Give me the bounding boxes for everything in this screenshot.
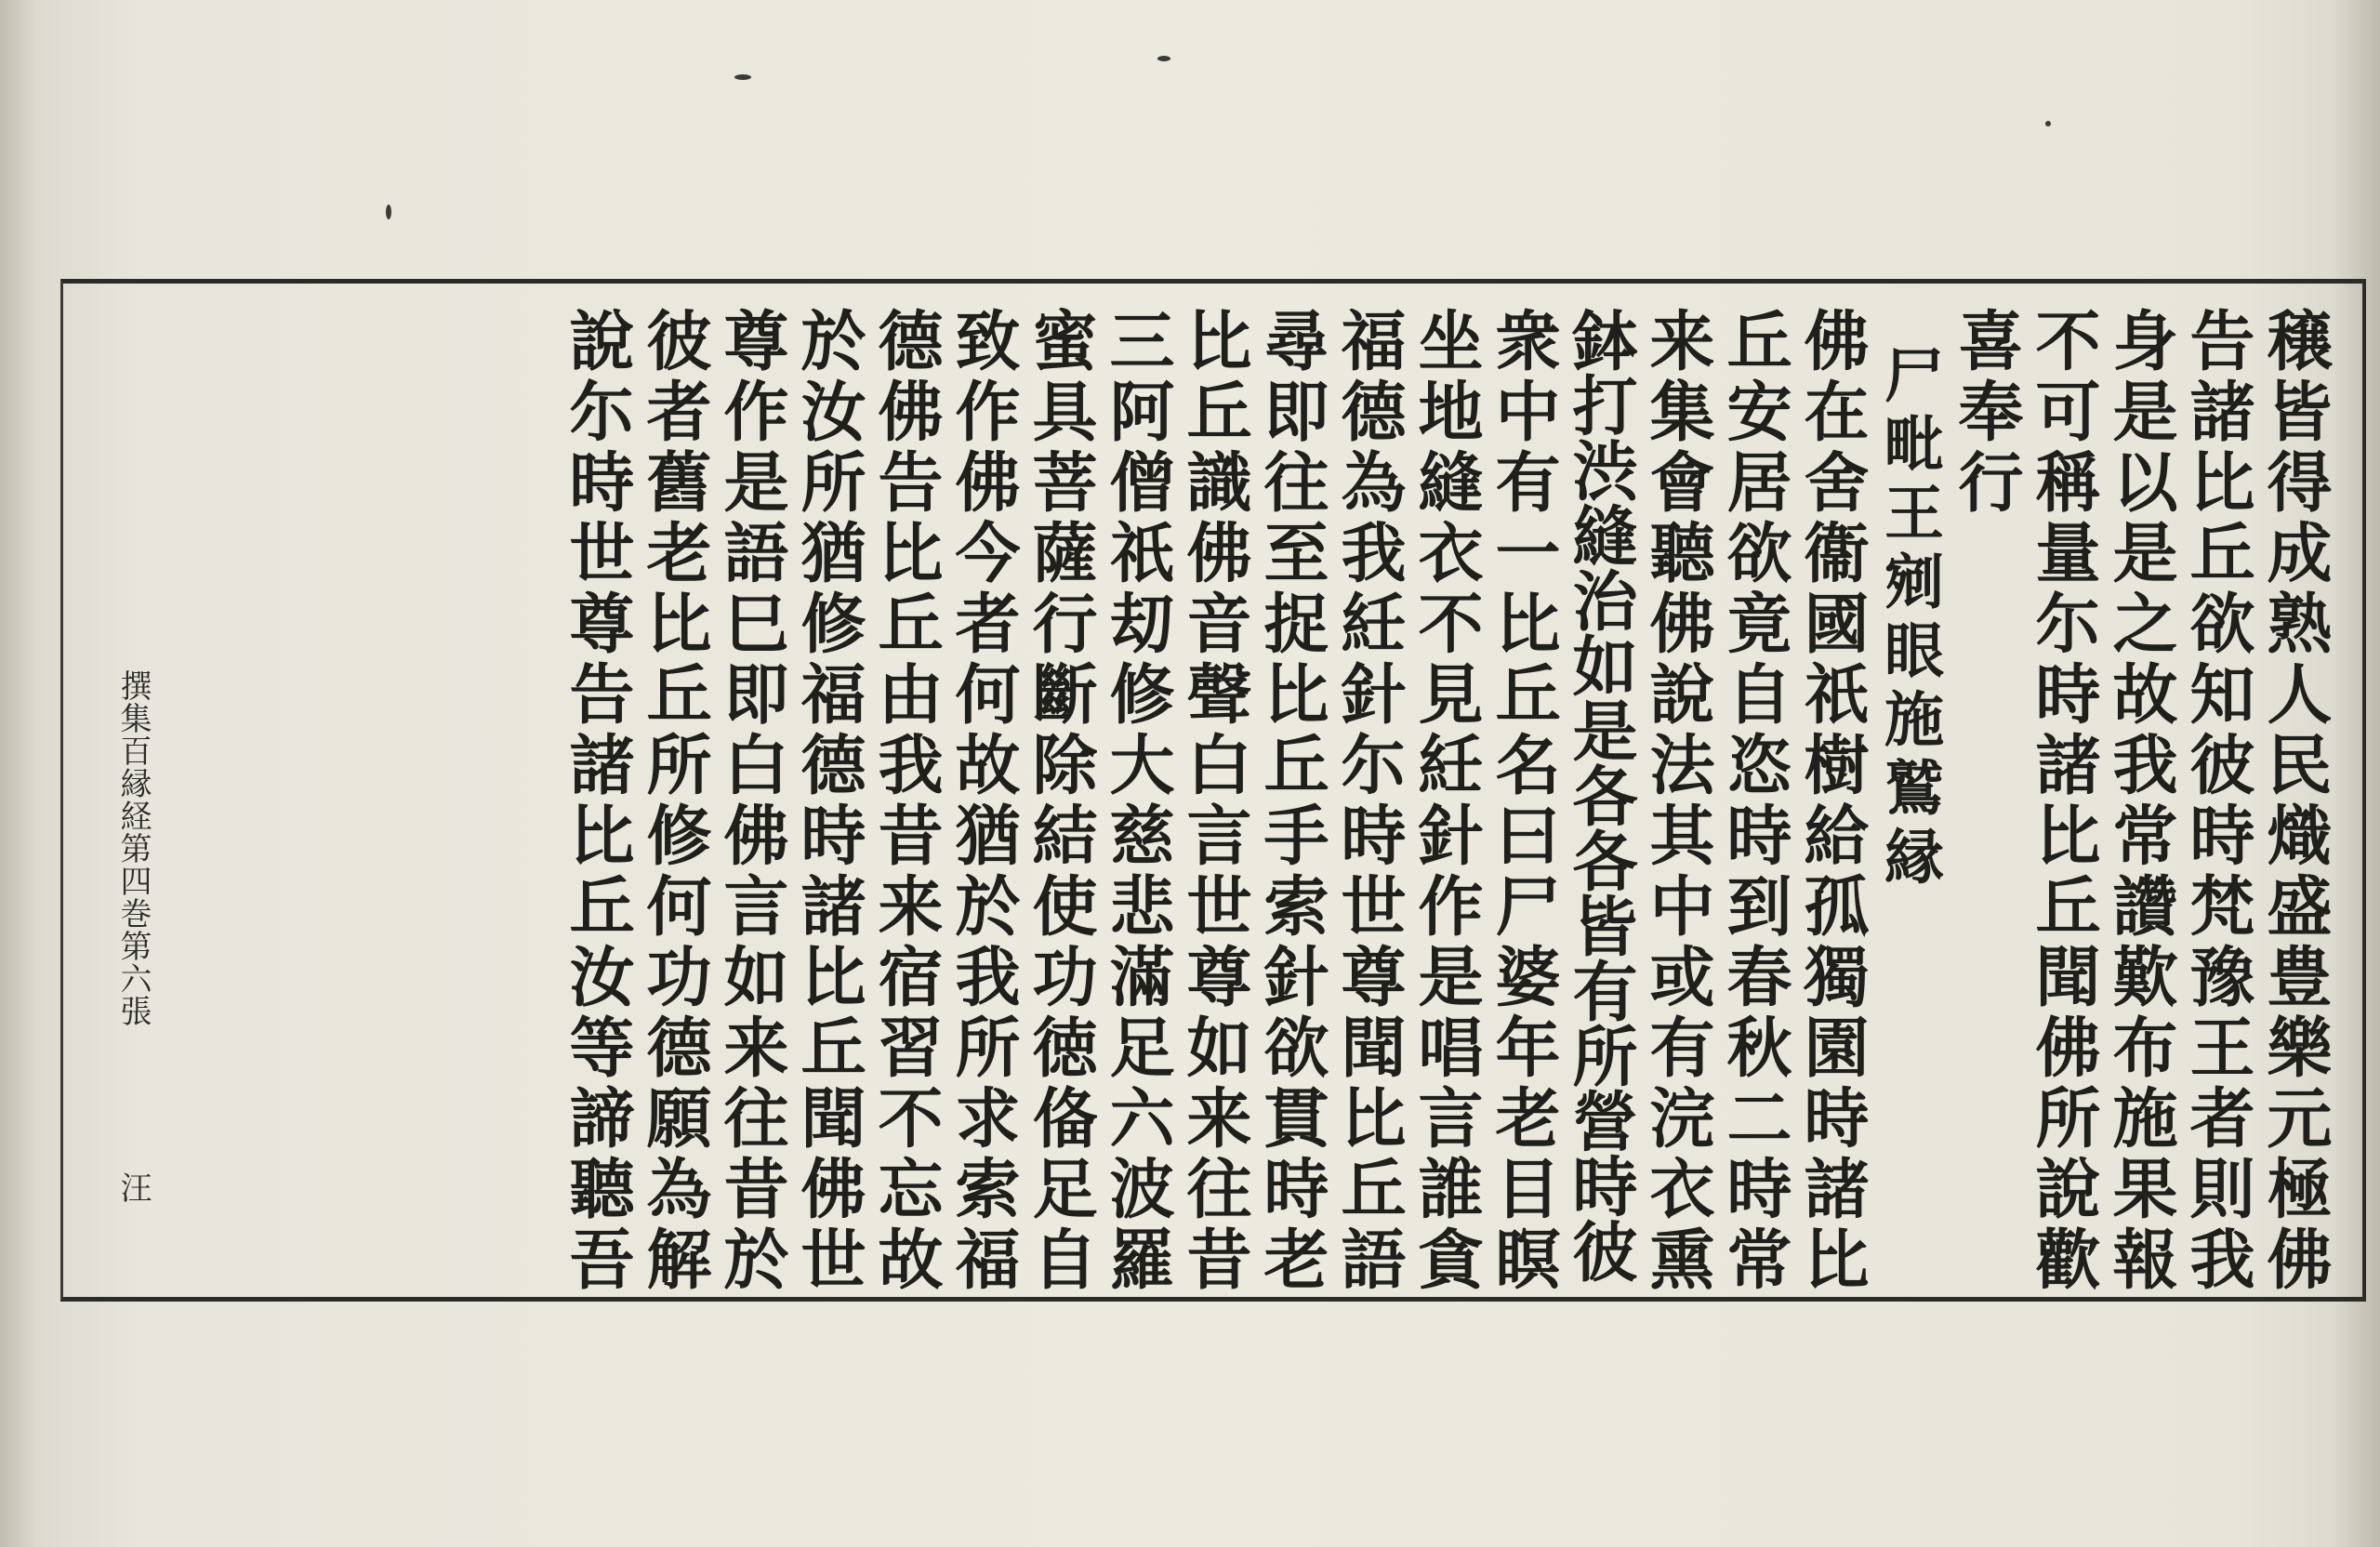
- text-column-19: 德佛告比丘由我昔来宿習不忘故: [867, 307, 945, 1296]
- left-fold-shadow: [0, 0, 37, 1547]
- ink-speck: [386, 205, 391, 219]
- text-column-13: 福德為我紝針尓時世尊聞比丘語: [1330, 307, 1408, 1296]
- text-column-5: 喜奉行: [1948, 307, 2025, 519]
- ink-speck: [2045, 121, 2051, 126]
- text-column-8: 丘安居欲竟自恣時到春秋二時常: [1716, 307, 1793, 1296]
- text-column-1: 穣皆得成熟人民熾盛豊樂元極佛: [2256, 307, 2334, 1296]
- colophon-sign: 汪: [114, 1171, 152, 1203]
- text-column-4: 不可稱量尓時諸比丘聞佛所說歡: [2025, 307, 2102, 1296]
- text-column-7: 佛在舍衞國祇樹給孤獨園時諸比: [1793, 307, 1871, 1296]
- text-column-20: 於汝所猶修福德時諸比丘聞佛世: [790, 307, 867, 1296]
- text-column-14: 尋即往至捉比丘手索針欲貫時老: [1253, 307, 1330, 1296]
- text-column-15: 比丘識佛音聲白言世尊如来往昔: [1176, 307, 1253, 1296]
- text-column-9: 来集會聽佛說法其中或有浣衣熏: [1639, 307, 1716, 1296]
- text-column-17: 蜜具菩薩行斷除結使功徳俻足自: [1022, 307, 1099, 1296]
- chapter-title: 尸毗王剜眼施鷲縁: [1874, 344, 1944, 894]
- ink-speck: [1157, 56, 1170, 61]
- text-column-23: 說尓時世尊告諸比丘汝等諦聽吾: [559, 307, 636, 1296]
- ink-speck: [734, 74, 751, 80]
- colophon-text: 撰集百縁経第四巻第六張: [114, 669, 152, 1027]
- text-column-16: 三阿僧祇刧修大慈悲滿足六波羅: [1099, 307, 1176, 1296]
- text-column-10: 鉢打渋縫治如是各各皆有所營時彼: [1562, 307, 1639, 1283]
- text-column-22: 彼者舊老比丘所修何功德願為解: [636, 307, 713, 1296]
- text-column-3: 身是以是之故我常讚歎布施果報: [2102, 307, 2179, 1296]
- text-column-2: 告諸比丘欲知彼時梵豫王者則我: [2179, 307, 2256, 1296]
- text-column-12: 坐地縫衣不見紝針作是唱言誰貪: [1408, 307, 1485, 1296]
- text-columns: [158, 307, 2334, 1296]
- text-column-11: 衆中有一比丘名曰尸婆年老目瞑: [1485, 307, 1562, 1296]
- text-column-21: 尊作是語巳即白佛言如来往昔於: [713, 307, 790, 1296]
- text-column-18: 致作佛今者何故猶於我所求索福: [945, 307, 1022, 1296]
